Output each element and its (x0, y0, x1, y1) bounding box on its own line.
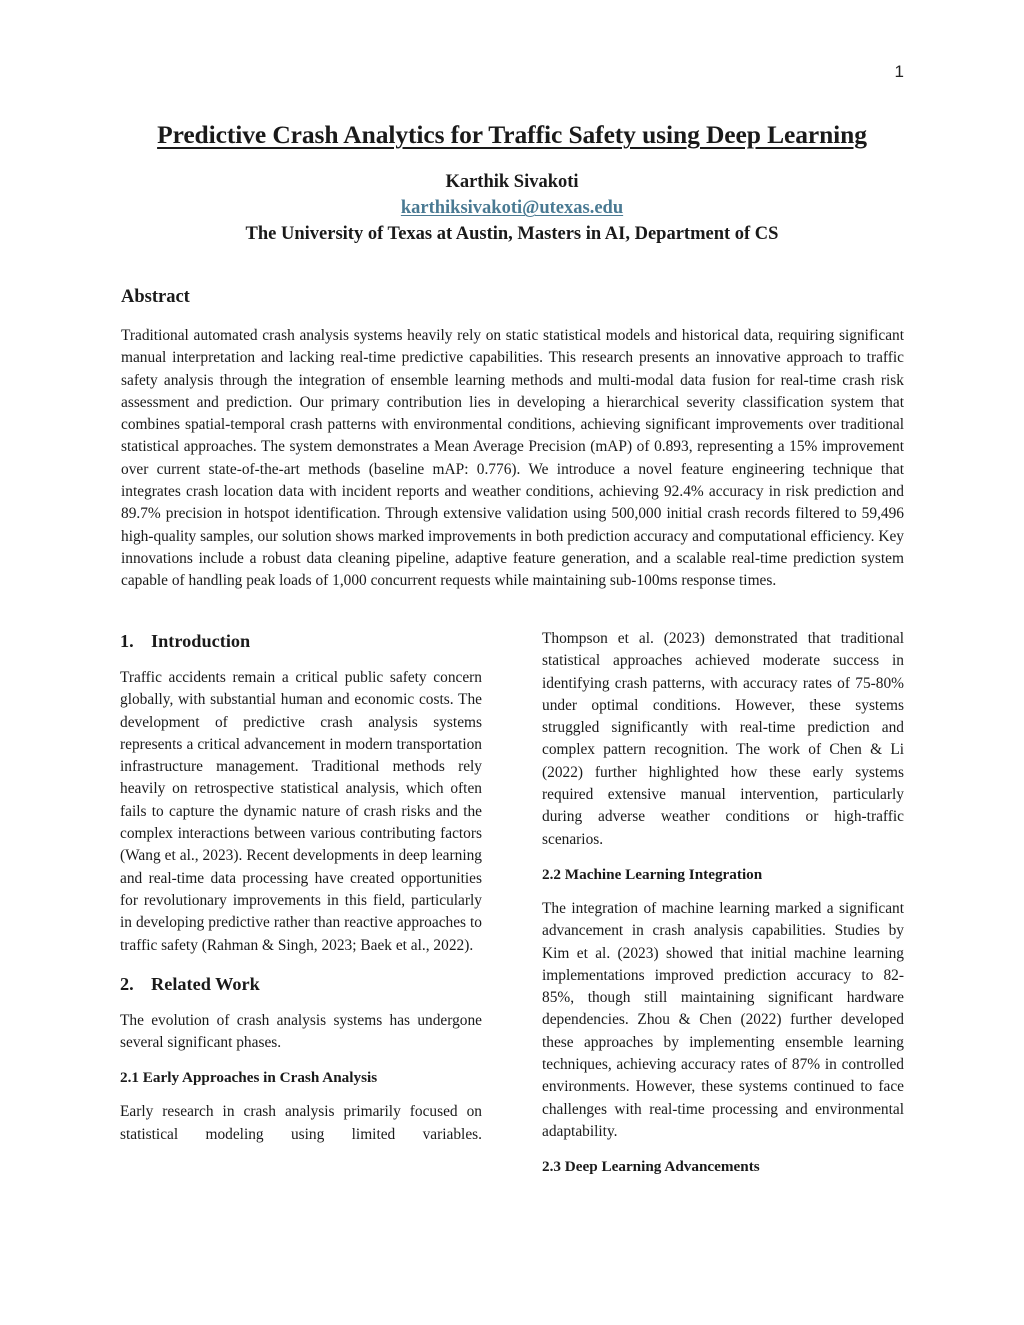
introduction-heading (120, 628, 482, 654)
related-work-paragraph: The evolution of crash analysis systems has undergone several significant phases. (120, 1011, 482, 1052)
introduction-paragraph: Traffic accidents remain a critical public safety concern globally, with substantial human and economic costs. The development of predictive crash analysis systems represents a critical advancement in modern transportation infrastructure management. Traditional methods rely heavily on retrospective statistical analysis, which often fails to capture the dynamic nature of crash risks and the complex interactions between various contributing factors (Wang et al., 2023). Recent developments in deep learning and real-time data processing have created opportunities for revolutionary improvements in this field, particularly in developing predictive rather than reactive approaches to traffic safety (Rahman & Singh, 2023; Baek et al., 2022). (120, 669, 482, 954)
subsection-2-1-paragraph-continued: Thompson et al. (2023) demonstrated that traditional statistical approaches achieved moderate success in identifying crash patterns, with accuracy rates of 75-80% under optimal conditions. However, these systems struggled significantly with real-time prediction and complex pattern recognition. The work of Chen & Li (2022) further highlighted how these early systems required extensive manual intervention, particularly during adverse weather conditions or high-traffic scenarios. (542, 630, 904, 848)
author-name: Karthik Sivakoti (445, 172, 579, 192)
section-number: 1. (120, 631, 134, 651)
subsection-2-2-paragraph: The integration of machine learning marked a significant advancement in crash analysis capabilities. Studies by Kim et al. (2023) showed that initial machine learning implementations improved prediction accuracy to 82-85%, though still maintaining significant hardware dependencies. Zhou & Chen (2022) further developed these approaches by implementing ensemble learning techniques, achieving accuracy rates of 87% in controlled environments. However, these systems continued to face challenges with real-time processing and environmental adaptability. (542, 899, 904, 1140)
page-number: 1 (894, 62, 904, 81)
right-column (542, 628, 904, 1190)
related-work-heading (120, 971, 482, 997)
subsection-2-2-heading: 2.2 Machine Learning Integration (542, 865, 763, 883)
subsection-2-1-heading: 2.1 Early Approaches in Crash Analysis (120, 1069, 378, 1087)
abstract-text: Traditional automated crash analysis systems heavily rely on static statistical models and historical data, requiring significant manual interpretation and lacking real-time predictive capabilities. This research presents an innovative approach to traffic safety analysis through the integration of ensemble learning methods and multi-modal data fusion for real-time crash risk assessment and prediction. Our primary contribution lies in developing a hierarchical severity classification system that combines spatial-temporal crash patterns with environmental conditions, achieving significant improvements over traditional statistical approaches. The system demonstrates a Mean Average Precision (mAP) of 0.893, representing a 15% improvement over current state-of-the-art methods (baseline mAP: 0.776). We introduce a novel feature engineering technique that integrates crash location data with incident reports and weather conditions, achieving 92.4% accuracy in risk prediction and 89.7% precision in hotspot identification. Through extensive validation using 500,000 initial crash records filtered to 59,496 high-quality samples, our solution shows marked improvements in both prediction accuracy and computational efficiency. Key innovations include a robust data cleaning pipeline, adaptive feature generation, and a scalable real-time prediction system capable of handling peak loads of 1,000 concurrent requests while maintaining sub-100ms response times. (121, 327, 904, 590)
left-column (120, 628, 482, 1159)
section-title: Introduction (151, 631, 251, 651)
section-number: 2. (120, 973, 134, 994)
paper-title: Predictive Crash Analytics for Traffic Safety using Deep Learning (157, 120, 867, 149)
abstract-heading: Abstract (121, 287, 190, 307)
section-title: Related Work (151, 973, 260, 994)
subsection-2-1-paragraph-start: Early research in crash analysis primarily focused on statistical modeling using limited variables. (120, 1103, 482, 1143)
author-email-link[interactable]: karthiksivakoti@utexas.edu (400, 198, 624, 218)
subsection-2-3-heading: 2.3 Deep Learning Advancements (542, 1158, 760, 1176)
author-affiliation: The University of Texas at Austin, Masters in AI, Department of CS (245, 224, 779, 244)
